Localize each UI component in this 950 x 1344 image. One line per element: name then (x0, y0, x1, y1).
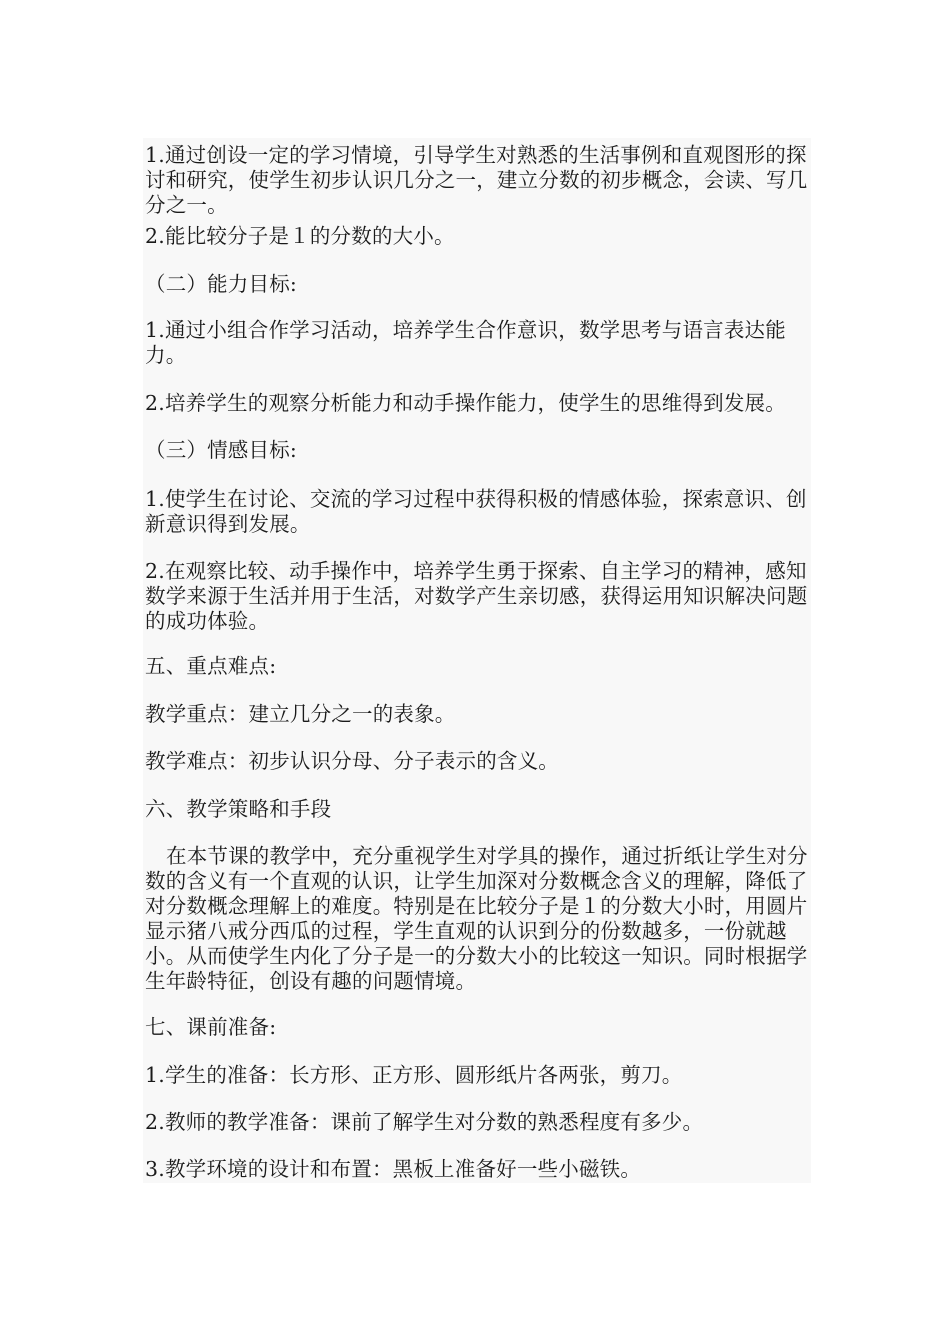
strategy-paragraph: 在本节课的教学中，充分重视学生对学具的操作，通过折纸让学生对分数的含义有一个直观的认识，让学生加深对分数概念含义的理解，降低了对分数概念理解上的难度。特别是在比较分子是１的分数大小时，用圆片显示猪八戒分西瓜的过程，学生直观的认识到分的份数越多，一份就越小。从而使学生内化了分子是一的分数大小的比较这一知识。同时根据学生年龄特征，创设有趣的问题情境。 (145, 844, 808, 993)
strategy-heading: 六、教学策略和手段 (145, 797, 332, 821)
preparation-teacher: 2.教师的教学准备：课前了解学生对分数的熟悉程度有多少。 (145, 1110, 704, 1134)
preparation-heading: 七、课前准备: (145, 1015, 277, 1039)
ability-goal-2: 2.培养学生的观察分析能力和动手操作能力，使学生的思维得到发展。 (145, 391, 786, 415)
ability-goals-heading: （二）能力目标: (145, 272, 298, 296)
emotion-goals-heading: （三）情感目标: (145, 438, 298, 462)
ability-goal-1: 1.通过小组合作学习活动，培养学生合作意识，数学思考与语言表达能力。 (145, 318, 786, 367)
preparation-environment: 3.教学环境的设计和布置：黑板上准备好一些小磁铁。 (145, 1157, 642, 1181)
teaching-difficulty: 教学难点：初步认识分母、分子表示的含义。 (145, 749, 559, 773)
knowledge-goal-2: 2.能比较分子是１的分数的大小。 (145, 224, 455, 248)
emotion-goal-1: 1.使学生在讨论、交流的学习过程中获得积极的情感体验，探索意识、创新意识得到发展。 (145, 487, 807, 536)
emotion-goal-2: 2.在观察比较、动手操作中，培养学生勇于探索、自主学习的精神，感知数学来源于生活并用于生活，对数学产生亲切感，获得运用知识解决问题的成功体验。 (145, 559, 808, 633)
key-points-heading: 五、重点难点: (145, 654, 277, 678)
knowledge-goal-1: 1.通过创设一定的学习情境，引导学生对熟悉的生活事例和直观图形的探讨和研究，使学生初步认识几分之一，建立分数的初步概念，会读、写几分之一。 (145, 143, 808, 217)
preparation-students: 1.学生的准备：长方形、正方形、圆形纸片各两张，剪刀。 (145, 1063, 683, 1087)
teaching-focus: 教学重点：建立几分之一的表象。 (145, 702, 456, 726)
